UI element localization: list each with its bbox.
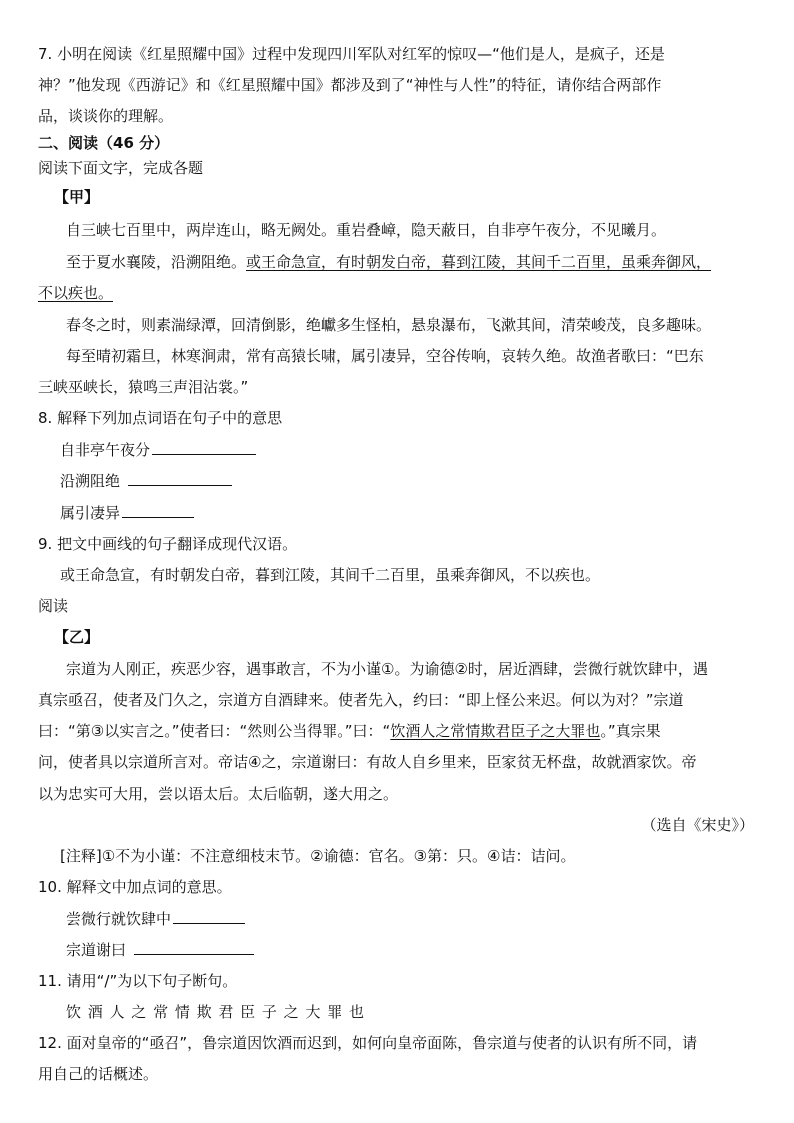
- passage-jia-p2-plain: 至于夏水襄陵，沿溯阻绝。: [66, 253, 247, 271]
- passage-jia-p2: [66, 252, 711, 272]
- q9-stem: 9. 把文中画线的句子翻译成现代汉语。: [38, 535, 298, 553]
- passage-jia-p2-underlined-cont: 不以疾也。: [38, 284, 114, 302]
- passage-jia-p3: 春冬之时，则素湍绿潭，回清倒影，绝巘多生怪柏，悬泉瀑布，飞漱其间，清荣峻茂，良多趣味。: [66, 316, 712, 334]
- q10-item-1: [66, 909, 245, 929]
- q9-sentence: 或王命急宣，有时朝发白帝，暮到江陵，其间千二百里，虽乘奔御风，不以疾也。: [60, 566, 601, 584]
- passage-yi-underlined-sentence: 饮酒人之常情欺君臣子之大罪也: [390, 722, 601, 740]
- passage-jia-p4-line-2: 三峡巫峡长，猿鸣三声泪沾裳。”: [38, 378, 249, 396]
- passage-jia-p2-underlined: 或王命急宣，有时朝发白帝，暮到江陵，其间千二百里，虽乘奔御风，: [246, 253, 712, 271]
- passage-yi-notes: [注释]①不为小谨：不注意细枝末节。②谕德：官名。③第：只。④诘：诘问。: [60, 847, 576, 865]
- passage-yi-line-1: 宗道为人刚正，疾恶少容，遇事敢言，不为小谨①。为谕德②时，居近酒肆，尝微行就饮肆中，遇: [66, 660, 708, 678]
- q10-item-1-text: 尝微行就饮肆中: [66, 910, 172, 928]
- q7-line-3: 品，谈谈你的理解。: [38, 107, 174, 125]
- answer-blank[interactable]: [122, 503, 194, 518]
- answer-blank[interactable]: [134, 940, 254, 955]
- passage-yi-line-3-pre: 曰：“第③以实言之。”使者曰：“然则公当得罪。”曰：“: [38, 722, 391, 740]
- q8-item-3-text: 属引凄异: [60, 504, 121, 522]
- answer-blank[interactable]: [173, 909, 245, 924]
- section-heading: 二、阅读（46 分）: [38, 134, 170, 152]
- passage-jia-p2-cont: [38, 283, 113, 303]
- q8-item-2-text: 沿溯阻绝: [60, 472, 121, 490]
- q11-sentence: 饮 酒 人 之 常 情 欺 君 臣 子 之 大 罪 也: [66, 1003, 365, 1021]
- answer-blank[interactable]: [128, 471, 232, 486]
- q8-item-1: [60, 440, 256, 460]
- q11-stem: 11. 请用“/”为以下句子断句。: [38, 972, 238, 990]
- q10-stem: 10. 解释文中加点词的意思。: [38, 878, 232, 896]
- q10-item-2: [66, 940, 254, 960]
- passage-yi-line-5: 以为忠实可大用，尝以语太后。太后临朝，遂大用之。: [38, 785, 399, 803]
- q8-item-3: [60, 503, 194, 523]
- q7-line-2: 神？”他发现《西游记》和《红星照耀中国》都涉及到了“神性与人性”的特征，请你结合两部作: [38, 76, 662, 94]
- passage-yi-line-4: 问，使者具以宗道所言对。帝诘④之，宗道谢曰：有故人自乡里来，臣家贫无杯盘，故就酒家饮。帝: [38, 753, 697, 771]
- passage-yi-label: 【乙】: [54, 628, 100, 646]
- q12-line-2: 用自己的话概述。: [38, 1065, 159, 1083]
- q8-stem: 8. 解释下列加点词语在句子中的意思: [38, 409, 283, 427]
- q7-line-1: 7. 小明在阅读《红星照耀中国》过程中发现四川军队对红军的惊叹—“他们是人，是疯子，还是: [38, 45, 665, 63]
- reading-label: 阅读: [38, 597, 69, 615]
- passage-yi-line-3-post: 。”真宗果: [600, 722, 661, 740]
- q8-item-2: [60, 471, 232, 491]
- reading-instruction: 阅读下面文字，完成各题: [38, 159, 204, 177]
- q10-item-2-text: 宗道谢曰: [66, 941, 127, 959]
- passage-jia-p4-line-1: 每至晴初霜旦，林寒涧肃，常有高猿长啸，属引凄异，空谷传响，哀转久绝。故渔者歌曰：“巴东: [66, 347, 704, 365]
- answer-blank[interactable]: [152, 440, 256, 455]
- passage-yi-line-3: [38, 721, 661, 741]
- passage-yi-source: （选自《宋史》）: [641, 816, 754, 834]
- q12-line-1: 12. 面对皇帝的“亟召”，鲁宗道因饮酒而迟到，如何向皇帝面陈，鲁宗道与使者的认识有所不同，请: [38, 1034, 698, 1052]
- passage-jia-p1: 自三峡七百里中，两岸连山，略无阙处。重岩叠嶂，隐天蔽日，自非亭午夜分，不见曦月。: [66, 221, 667, 239]
- q8-item-1-text: 自非亭午夜分: [60, 441, 151, 459]
- passage-jia-label: 【甲】: [54, 188, 100, 206]
- passage-yi-line-2: 真宗亟召，使者及门久之，宗道方自酒肆来。使者先入，约曰：“即上怪公来迟。何以为对？”宗道: [38, 691, 684, 709]
